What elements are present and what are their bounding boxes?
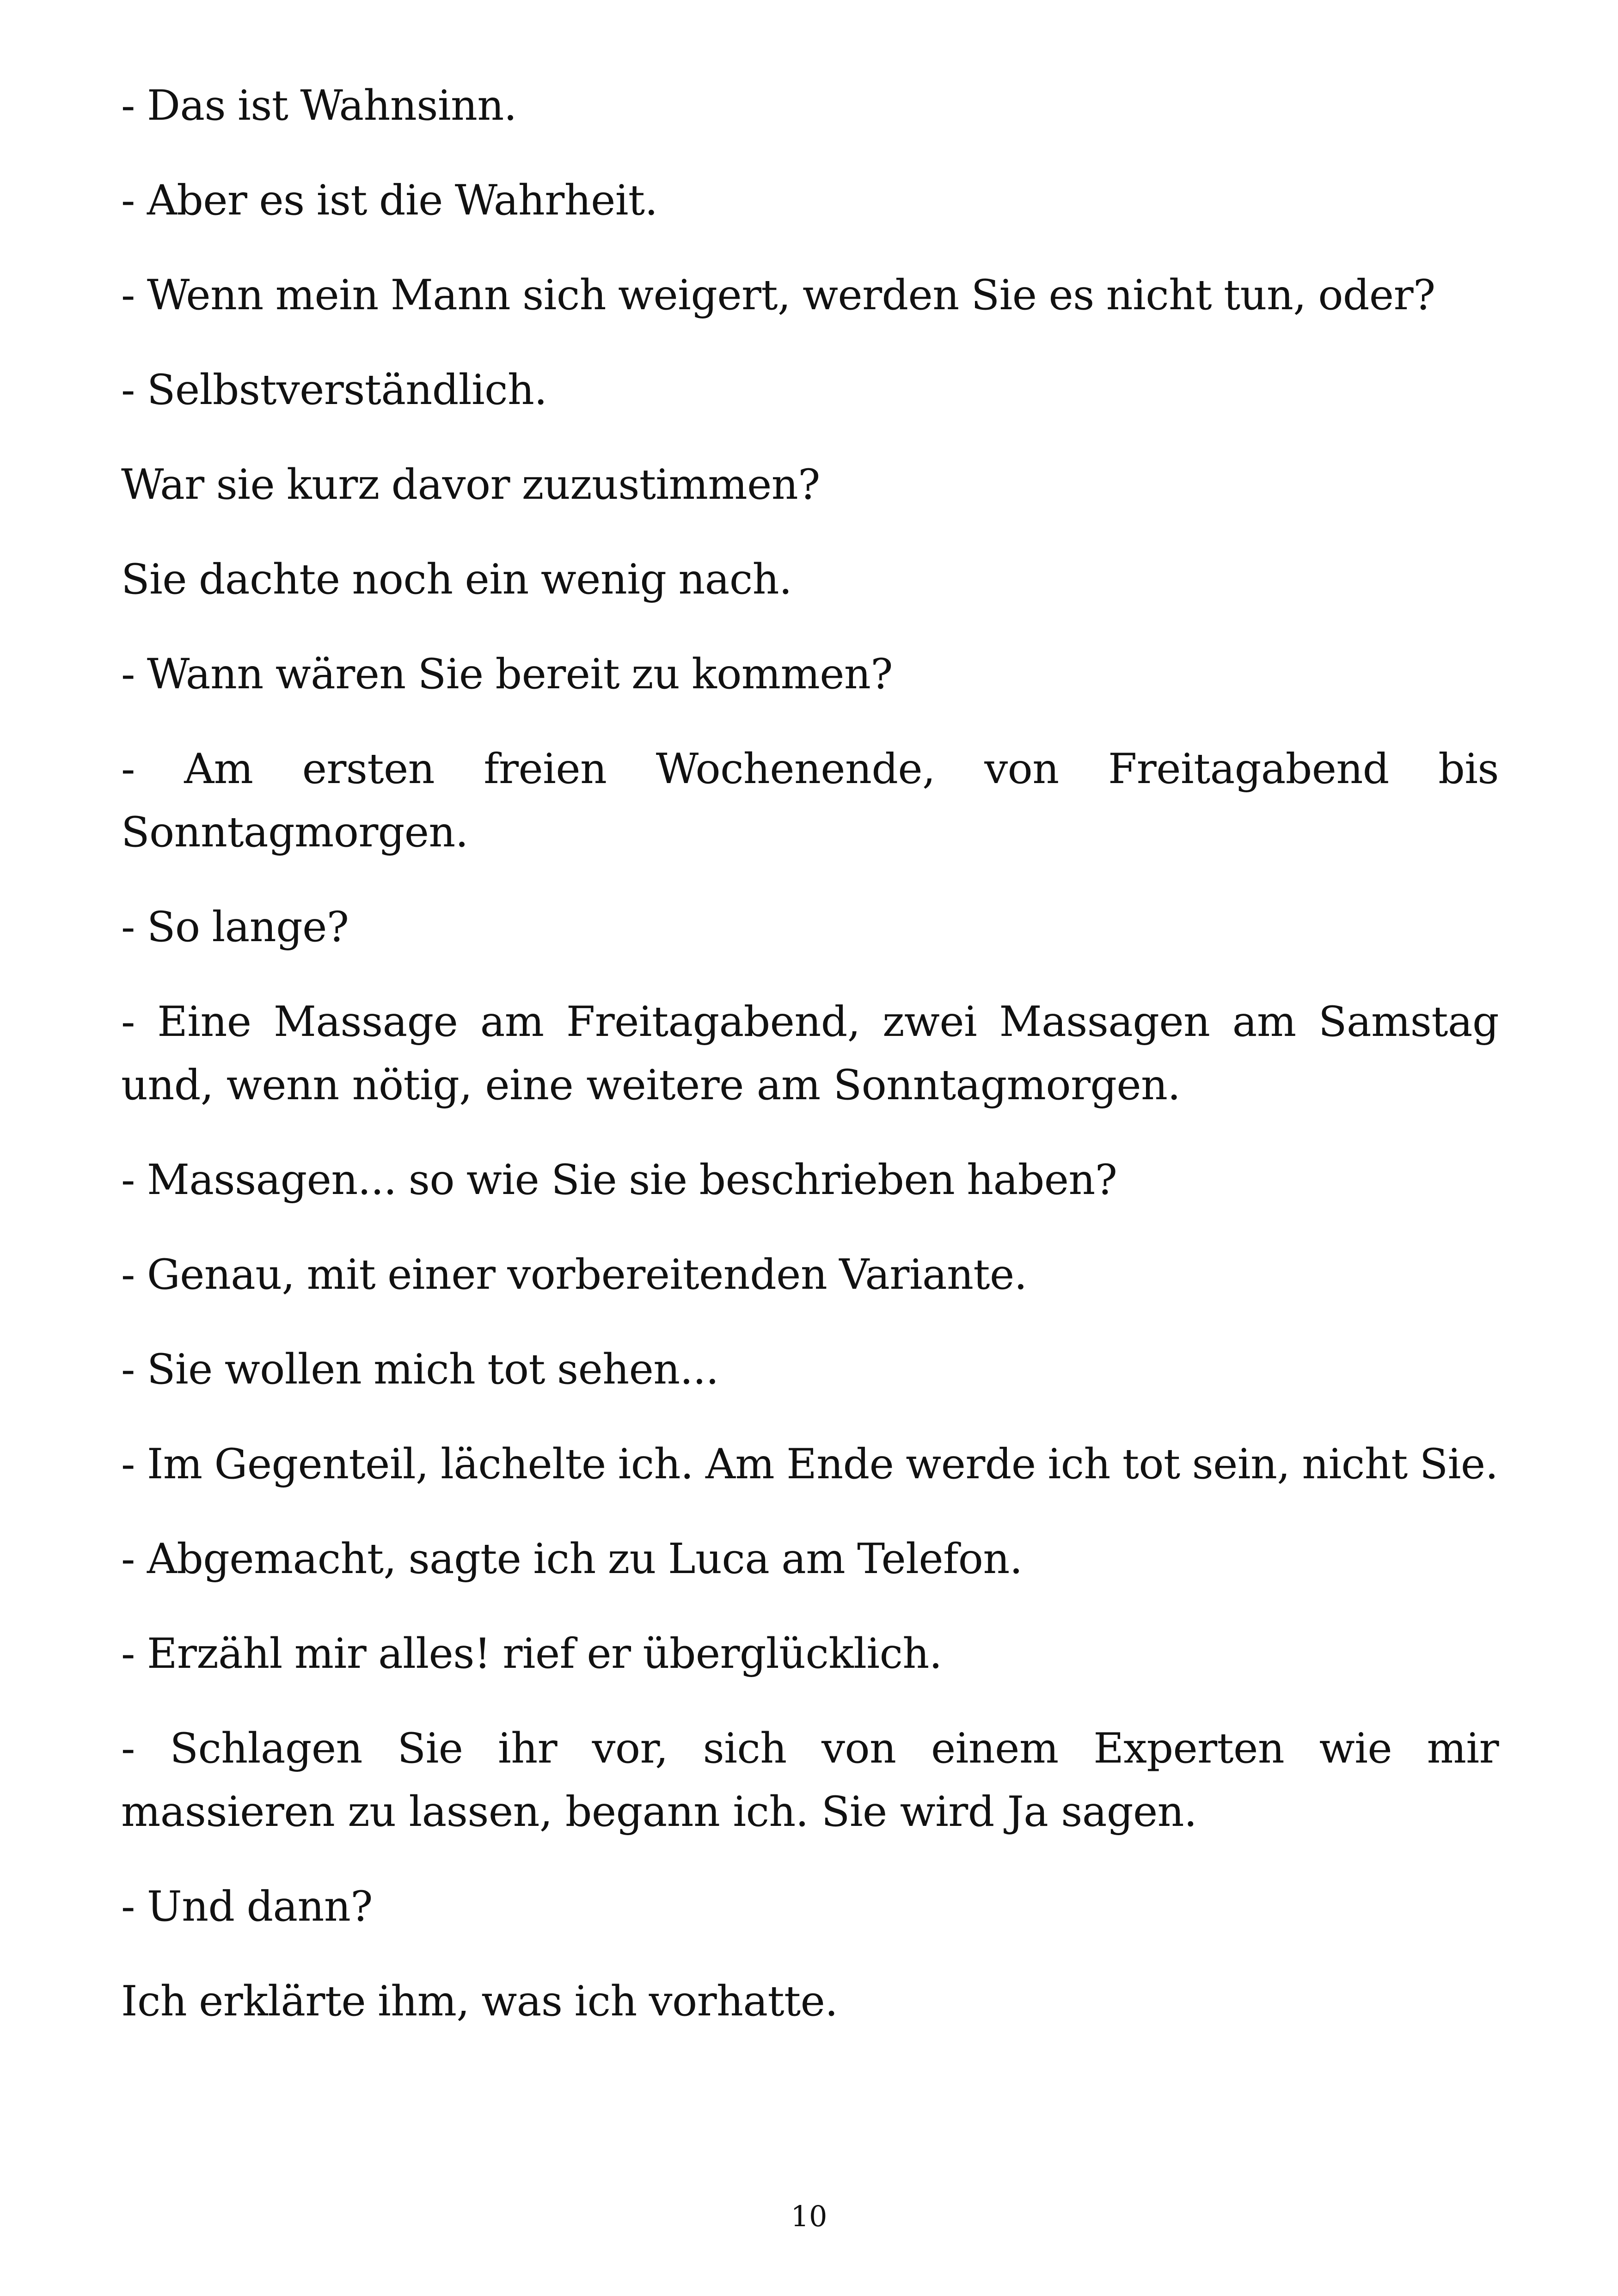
- paragraph: - Im Gegenteil, lächelte ich. Am Ende werde ich tot sein, nicht Sie.: [121, 1440, 1498, 1488]
- paragraph: - Aber es ist die Wahrheit.: [121, 176, 658, 225]
- paragraph: Ich erklärte ihm, was ich vorhatte.: [121, 1977, 838, 2026]
- page-body: [121, 74, 1499, 2064]
- paragraph: - Wenn mein Mann sich weigert, werden Sie es nicht tun, oder?: [121, 271, 1435, 319]
- paragraph: - Am ersten freien Wochenende, von Freitagabend bis Sonntagmorgen.: [121, 745, 1499, 857]
- paragraph: - Eine Massage am Freitagabend, zwei Massagen am Samstag und, wenn nötig, eine weitere am Sonntagmorgen.: [121, 998, 1499, 1109]
- paragraph: - Erzähl mir alles! rief er überglücklich.: [121, 1629, 942, 1678]
- paragraph: - Selbstverständlich.: [121, 366, 547, 414]
- paragraph: - Abgemacht, sagte ich zu Luca am Telefon.: [121, 1535, 1023, 1583]
- paragraph: Sie dachte noch ein wenig nach.: [121, 555, 792, 604]
- paragraph: - Sie wollen mich tot sehen...: [121, 1345, 719, 1394]
- paragraph: - Das ist Wahnsinn.: [121, 81, 517, 130]
- paragraph: - So lange?: [121, 903, 349, 951]
- paragraph: - Wann wären Sie bereit zu kommen?: [121, 650, 893, 698]
- paragraph: War sie kurz davor zuzustimmen?: [121, 460, 820, 509]
- paragraph: - Genau, mit einer vorbereitenden Variante.: [121, 1250, 1027, 1299]
- paragraph: - Massagen... so wie Sie sie beschrieben haben?: [121, 1156, 1117, 1204]
- paragraph: - Und dann?: [121, 1882, 373, 1931]
- page-number: 10: [791, 2199, 827, 2233]
- paragraph: - Schlagen Sie ihr vor, sich von einem Experten wie mir massieren zu lassen, begann ich. Sie wird Ja sagen.: [121, 1724, 1499, 1836]
